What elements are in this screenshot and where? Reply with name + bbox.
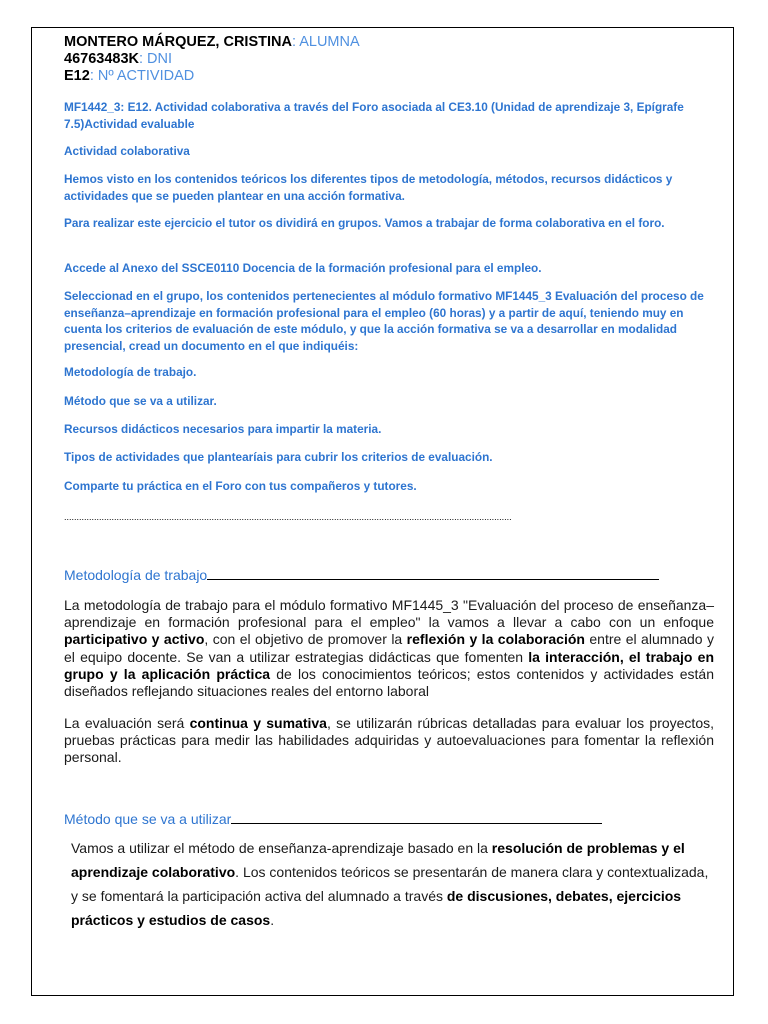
dotted-separator: ................................................................................................................................................................................... <box>64 512 512 522</box>
instruction-paragraph: Accede al Anexo del SSCE0110 Docencia de la formación profesional para el empleo. <box>64 261 542 275</box>
student-name-label: : ALUMNA <box>291 34 360 50</box>
dni-value: 46763483K <box>64 51 139 67</box>
instruction-item: Método que se va a utilizar. <box>64 394 217 408</box>
methodology-paragraph: La metodología de trabajo para el módulo formativo MF1445_3 "Evaluación del proceso de enseñanza–aprendizaje en formación profesional para el empleo" la vamos a llevar a cabo con un enfoque participativo y activo, con el objetivo de promover la reflexión y la colaboración entre el alumnado y el equipo docente. Se van a utilizar estrategias didácticas que fomenten la interacción, el trabajo en grupo y la aplicación práctica de los conocimientos teóricos; estos contenidos y actividades están diseñados reflejando situaciones reales del entorno laboral <box>64 597 714 700</box>
dni-line <box>64 50 172 68</box>
evaluation-paragraph: La evaluación será continua y sumativa, se utilizarán rúbricas detalladas para evaluar los proyectos, pruebas prácticas para medir las habilidades adquiridas y autoevaluaciones para fomentar la reflexión personal. <box>64 715 714 766</box>
instruction-paragraph: Para realizar este ejercicio el tutor os dividirá en grupos. Vamos a trabajar de forma colaborativa en el foro. <box>64 216 665 230</box>
instruction-item: Metodología de trabajo. <box>64 365 197 379</box>
dni-label: : DNI <box>139 51 173 67</box>
activity-line <box>64 67 194 85</box>
title-underline <box>231 811 602 824</box>
method-paragraph: Vamos a utilizar el método de enseñanza-aprendizaje basado en la resolución de problemas y el aprendizaje colaborativo. Los contenidos teóricos se presentarán de manera clara y contextualizada, y se fomentará la participación activa del alumnado a través de discusiones, debates, ejercicios prácticos y estudios de casos. <box>71 840 709 928</box>
student-name: MONTERO MÁRQUEZ, CRISTINA <box>64 34 292 50</box>
activity-label: : Nº ACTIVIDAD <box>89 68 195 84</box>
instruction-item: Tipos de actividades que plantearíais para cubrir los criterios de evaluación. <box>64 450 493 464</box>
activity-code: E12 <box>64 68 90 84</box>
section-title-method: Método que se va a utilizar <box>64 810 602 828</box>
instruction-item: Comparte tu práctica en el Foro con tus compañeros y tutores. <box>64 479 417 493</box>
instruction-title: MF1442_3: E12. Actividad colaborativa a través del Foro asociada al CE3.10 (Unidad de aprendizaje 3, Epígrafe 7.5)Actividad evaluable <box>64 100 684 131</box>
instruction-item: Recursos didácticos necesarios para impartir la materia. <box>64 422 382 436</box>
section-title-methodology: Metodología de trabajo <box>64 566 659 584</box>
title-underline <box>207 567 659 580</box>
student-name-line <box>64 33 360 51</box>
instruction-paragraph: Hemos visto en los contenidos teóricos los diferentes tipos de metodología, métodos, recursos didácticos y actividades que se pueden plantear en una acción formativa. <box>64 172 673 203</box>
instruction-paragraph: Seleccionad en el grupo, los contenidos pertenecientes al módulo formativo MF1445_3 Evaluación del proceso de enseñanza–aprendizaje en formación profesional para el empleo (60 horas) y a partir de aquí, teniendo muy en cuenta los criterios de evaluación de este módulo, y que la acción formativa se va a desarrollar en modalidad presencial, cread un documento en el que indiquéis: <box>64 289 704 353</box>
instruction-subtitle: Actividad colaborativa <box>64 144 190 158</box>
